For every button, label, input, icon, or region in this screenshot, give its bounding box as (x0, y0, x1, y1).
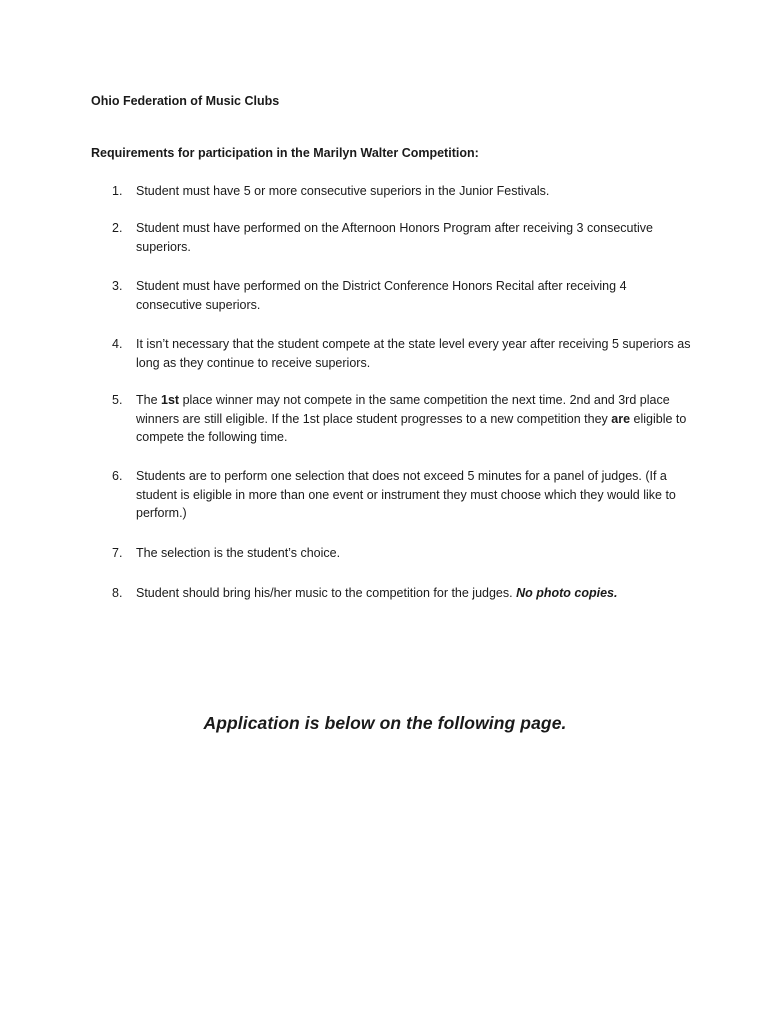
requirement-text: Student must have 5 or more consecutive superiors in the Junior Festivals. (136, 184, 550, 198)
organization-title: Ohio Federation of Music Clubs (91, 94, 280, 108)
requirement-number: 8. (112, 586, 123, 600)
requirement-number: 1. (112, 184, 123, 198)
requirement-item-4 (112, 335, 692, 372)
requirement-item-6 (112, 467, 692, 523)
requirement-text: The selection is the student’s choice. (136, 546, 341, 560)
requirement-number: 7. (112, 546, 123, 560)
requirement-number: 5. (112, 393, 123, 407)
requirement-text: Students are to perform one selection that does not exceed 5 minutes for a panel of judges. (If a student is eligible in more than one event or instrument they must choose which they would like to perform.) (136, 469, 676, 520)
requirement-item-5 (112, 391, 692, 447)
requirement-number: 3. (112, 279, 123, 293)
requirement-number: 6. (112, 469, 123, 483)
requirement-text: The 1st place winner may not compete in the same competition the next time. 2nd and 3rd place winners are still eligible. If the 1st place student progresses to a new competition they are eligible to compete the following time. (136, 393, 687, 444)
requirement-item-1 (112, 182, 692, 201)
requirement-item-2 (112, 219, 692, 256)
requirement-number: 4. (112, 337, 123, 351)
requirement-item-3 (112, 277, 692, 314)
requirement-text: It isn’t necessary that the student compete at the state level every year after receiving 5 superiors as long as they continue to receive superiors. (136, 337, 691, 370)
requirement-text: Student must have performed on the Afternoon Honors Program after receiving 3 consecutive superiors. (136, 221, 653, 254)
requirement-text: Student should bring his/her music to the competition for the judges. No photo copies. (136, 586, 618, 600)
no-photo-copies-note: No photo copies. (516, 586, 618, 600)
application-note: Application is below on the following page. (203, 713, 567, 733)
requirement-item-7 (112, 544, 692, 563)
requirement-item-8 (112, 584, 692, 603)
requirement-text: Student must have performed on the District Conference Honors Recital after receiving 4 consecutive superiors. (136, 279, 627, 312)
requirements-heading: Requirements for participation in the Marilyn Walter Competition: (91, 146, 479, 160)
requirement-number: 2. (112, 221, 123, 235)
